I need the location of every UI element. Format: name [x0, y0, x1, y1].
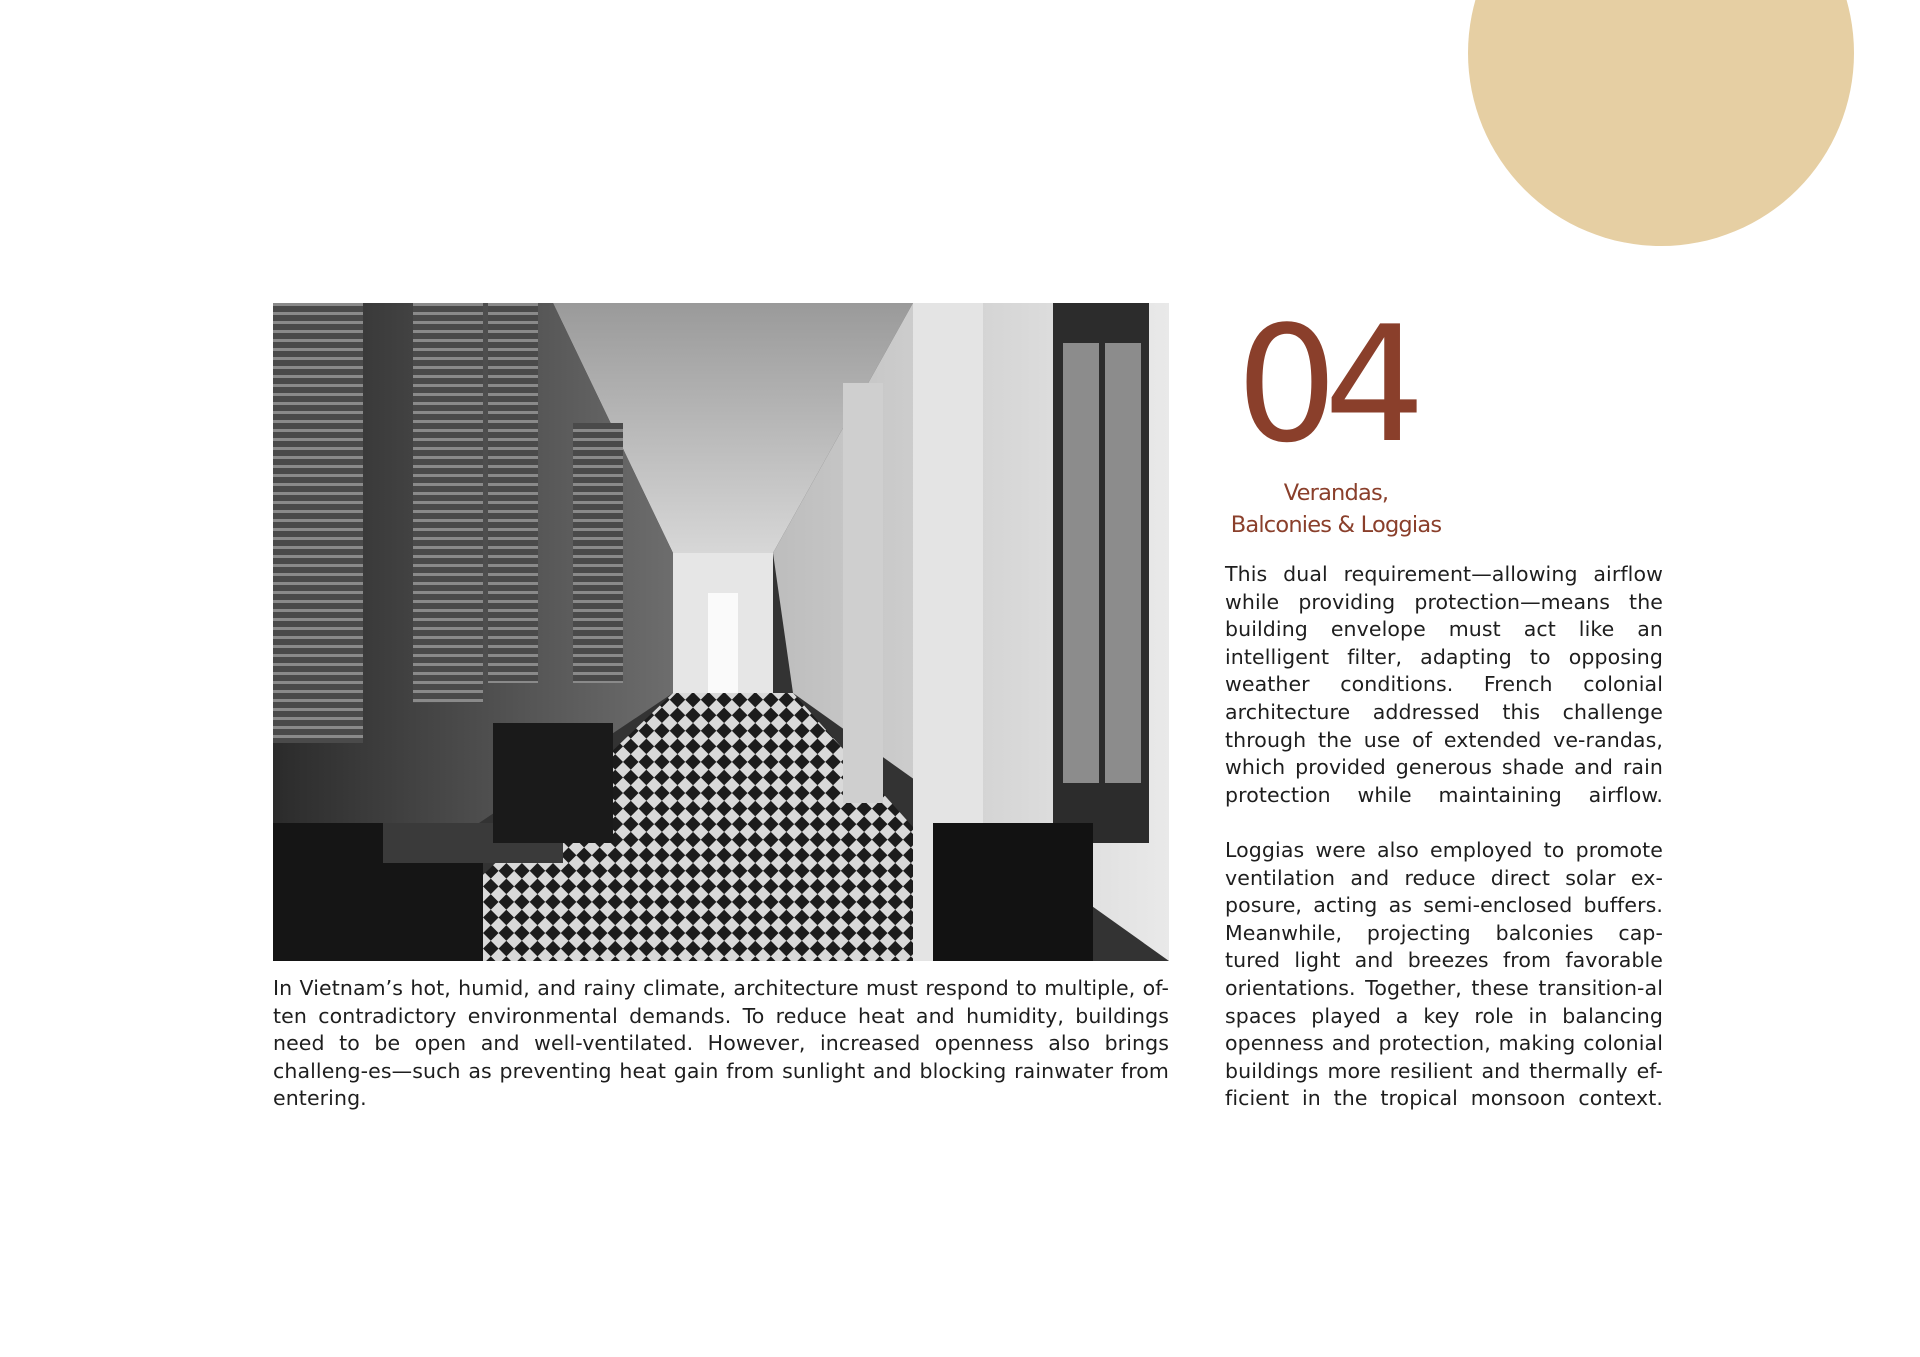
- photo-caption: In Vietnam’s hot, humid, and rainy climate, architecture must respond to multiple, of-ten contradictory environmental demands. To reduce heat and humidity, buildings need to be open and well-ventilated. However, increased openness also brings challeng-es—such as preventing heat gain from sunlight and blocking rainwater from entering.: [273, 976, 1169, 1111]
- corridor-photo: [273, 303, 1169, 961]
- chapter-title-line-2: Balconies & Loggias: [1230, 512, 1442, 538]
- chapter-number: 04: [1236, 291, 1412, 478]
- body-text-column: [1225, 561, 1663, 1113]
- body-paragraph-2: Loggias were also employed to promote ventilation and reduce direct solar ex-posure, acting as semi-enclosed buffers. Meanwhile, projecting balconies cap-tured light and breezes from favorable orientations. Together, these transition-al spaces played a key role in balancing openness and protection, making colonial buildings more resilient and thermally ef-ficient in the tropical monsoon context.: [1225, 837, 1663, 1111]
- body-paragraph-1: This dual requirement—allowing airflow while providing protection—means the building envelope must act like an intelligent filter, adapting to opposing weather conditions. French colonial architecture addressed this challenge through the use of extended ve-randas, which provided generous shade and rain protection while maintaining airflow.: [1225, 562, 1663, 807]
- chapter-title-line-1: Verandas,: [1283, 480, 1389, 506]
- chapter-title: [1226, 477, 1446, 541]
- decorative-circle: [1468, 0, 1854, 246]
